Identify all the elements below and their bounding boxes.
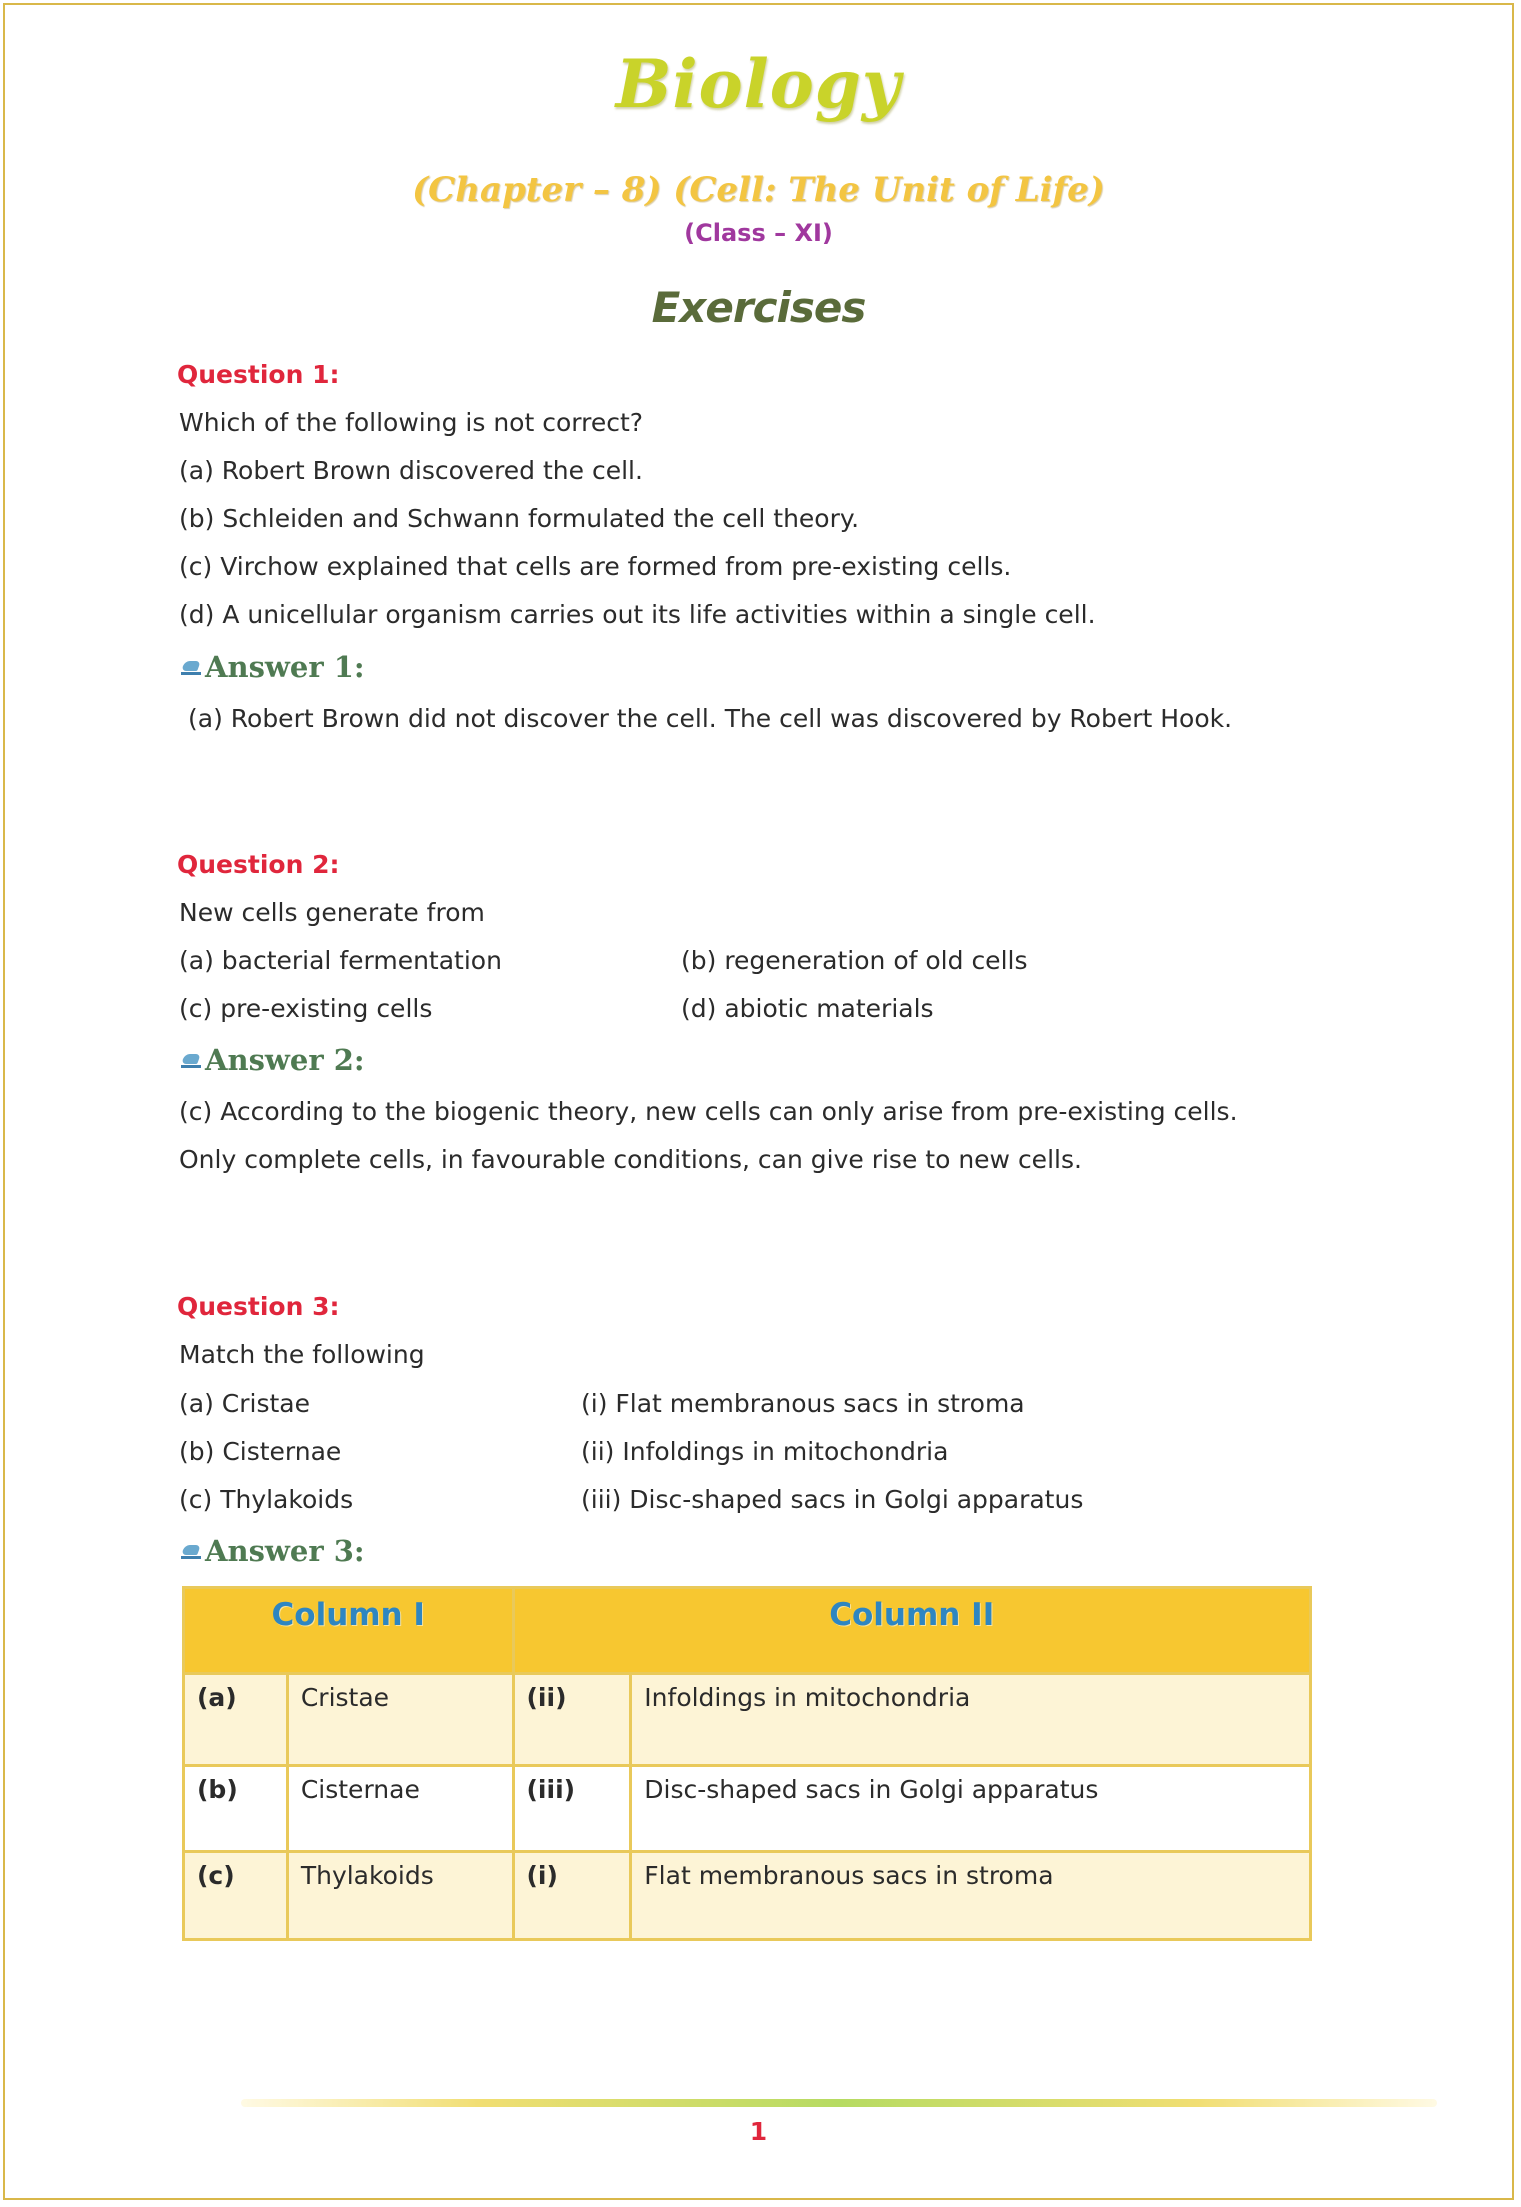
column-1-header: Column I — [184, 1588, 514, 1674]
page-frame — [3, 3, 1514, 2200]
table-cell-value1: Cristae — [287, 1674, 513, 1766]
question-2-text: New cells generate from — [179, 898, 485, 927]
question-2-heading: Question 2: — [177, 850, 340, 879]
question-1-option-d: (d) A unicellular organism carries out its life activities within a single cell. — [179, 600, 1096, 629]
answer-1-text: (a) Robert Brown did not discover the cell. The cell was discovered by Robert Hook. — [188, 704, 1233, 733]
question-3-left-b: (b) Cisternae — [179, 1437, 342, 1466]
table-cell-key2: (iii) — [513, 1766, 631, 1852]
answer-3-heading — [181, 1534, 365, 1568]
class-label: (Class – XI) — [684, 219, 833, 247]
table-cell-key2: (i) — [513, 1852, 631, 1940]
question-2-option-c: (c) pre-existing cells — [179, 994, 433, 1023]
question-1-option-b: (b) Schleiden and Schwann formulated the cell theory. — [179, 504, 860, 533]
column-2-header: Column II — [513, 1588, 1311, 1674]
table-cell-key1: (c) — [184, 1852, 288, 1940]
question-1-heading: Question 1: — [177, 360, 340, 389]
pen-icon — [181, 657, 203, 677]
table-cell-key1: (a) — [184, 1674, 288, 1766]
question-1-option-c: (c) Virchow explained that cells are formed from pre-existing cells. — [179, 552, 1012, 581]
page-title: Biology — [615, 45, 902, 123]
question-3-left-c: (c) Thylakoids — [179, 1485, 354, 1514]
pen-icon — [181, 1050, 203, 1070]
question-3-right-i: (i) Flat membranous sacs in stroma — [581, 1389, 1025, 1418]
question-2-option-a: (a) bacterial fermentation — [179, 946, 502, 975]
table-cell-value1: Thylakoids — [287, 1852, 513, 1940]
footer-divider — [241, 2099, 1437, 2107]
question-3-text: Match the following — [179, 1340, 425, 1369]
answer-3-heading-label: Answer 3: — [205, 1534, 365, 1568]
answer-2-heading — [181, 1043, 365, 1077]
table-cell-value2: Disc-shaped sacs in Golgi apparatus — [631, 1766, 1311, 1852]
page-number: 1 — [749, 2117, 768, 2146]
question-3-right-ii: (ii) Infoldings in mitochondria — [581, 1437, 949, 1466]
table-row — [184, 1766, 1311, 1852]
table-cell-value2: Flat membranous sacs in stroma — [631, 1852, 1311, 1940]
match-answer-table — [182, 1586, 1312, 1941]
chapter-subtitle: (Chapter – 8) (Cell: The Unit of Life) — [412, 170, 1105, 210]
answer-2-line-2: Only complete cells, in favourable conditions, can give rise to new cells. — [179, 1145, 1082, 1174]
table-cell-key2: (ii) — [513, 1674, 631, 1766]
question-1-text: Which of the following is not correct? — [179, 408, 644, 437]
answer-1-heading — [181, 650, 365, 684]
answer-2-heading-label: Answer 2: — [205, 1043, 365, 1077]
table-row — [184, 1852, 1311, 1940]
question-3-heading: Question 3: — [177, 1292, 340, 1321]
question-3-right-iii: (iii) Disc-shaped sacs in Golgi apparatus — [581, 1485, 1084, 1514]
table-cell-value1: Cisternae — [287, 1766, 513, 1852]
section-heading: Exercises — [651, 283, 866, 332]
table-cell-value2: Infoldings in mitochondria — [631, 1674, 1311, 1766]
question-1-option-a: (a) Robert Brown discovered the cell. — [179, 456, 643, 485]
question-2-option-d: (d) abiotic materials — [681, 994, 934, 1023]
answer-1-heading-label: Answer 1: — [205, 650, 365, 684]
table-header-row — [184, 1588, 1311, 1674]
pen-icon — [181, 1541, 203, 1561]
table-cell-key1: (b) — [184, 1766, 288, 1852]
question-2-option-b: (b) regeneration of old cells — [681, 946, 1028, 975]
table-row — [184, 1674, 1311, 1766]
question-3-left-a: (a) Cristae — [179, 1389, 310, 1418]
answer-2-line-1: (c) According to the biogenic theory, new cells can only arise from pre-existing cells. — [179, 1097, 1238, 1126]
